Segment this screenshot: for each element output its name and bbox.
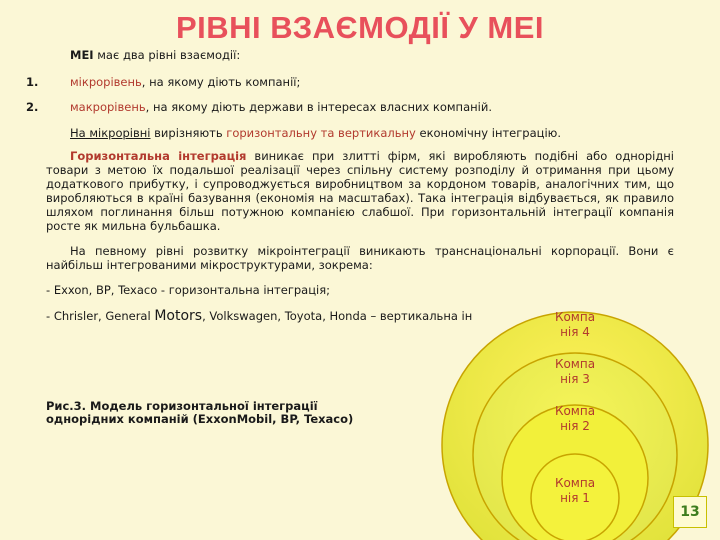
label-company-3: Компа нія 3 <box>554 357 596 386</box>
intro-abbr: МЕІ <box>70 48 94 62</box>
micro-level-term: На мікрорівні <box>70 126 151 140</box>
example-vertical-pre: Chrisler, General <box>53 309 155 323</box>
example-vertical-post: , Volkswagen, Toyota, Honda – вертикальна ін <box>202 309 473 323</box>
example-vertical-dash: - <box>46 309 51 323</box>
micro-level-end: економічну інтеграцію. <box>415 126 561 140</box>
example-vertical-motors: Motors <box>154 308 203 324</box>
horizontal-integration-term: Горизонтальна інтеграція <box>70 149 247 163</box>
tnc-paragraph: На певному рівні розвитку мікроінтеграції виникають транснаціональні корпорації. Вони є найбільш інтегрованими мікроструктурами, зокрема: <box>46 244 674 272</box>
level-1-rest: , на якому діють компанії; <box>141 75 301 89</box>
example-horizontal-dash: - <box>46 283 51 297</box>
level-1-number: 1. <box>26 75 39 89</box>
slide-title: РІВНІ ВЗАЄМОДІЇ У МЕІ <box>175 10 545 45</box>
level-2-number: 2. <box>26 100 39 114</box>
level-1-term: мікрорівень <box>70 75 142 89</box>
horizontal-integration-text: виникає при злитті фірм, які виробляють подібні або однорідні товари з метою їх подальшої реалізації через спільну систему розподілу й отримання при цьому додаткового прибутку, і супроводжується виробництвом за кордоном товарів, аналогічних тим, що виробляються в країні базування (економія на масштабах). Така інтеграція відбувається, як правило шляхом поглинання більш потужною компанією слабшої. При горизонтальній інтеграції компанія росте як мильна бульбашка. <box>46 149 674 233</box>
level-2-rest: , на якому діють держави в інтересах власних компаній. <box>145 100 492 114</box>
label-company-1: Компа нія 1 <box>554 476 596 505</box>
label-company-2: Компа нія 2 <box>554 404 596 433</box>
micro-level-types: горизонтальну та вертикальну <box>226 126 416 140</box>
level-2-term: макрорівень <box>70 100 146 114</box>
figure-caption: Рис.3. Модель горизонтальної інтеграції однорідних компаній (ExxonMobil, BP, Texaco) <box>46 399 354 426</box>
intro-text: має два рівні взаємодії: <box>93 48 241 62</box>
example-horizontal-text: Exxon, BP, Texaco - горизонтальна інтеграція; <box>53 283 331 297</box>
page-number: 13 <box>673 496 707 528</box>
micro-level-verb: вирізняють <box>150 126 227 140</box>
label-company-4: Компа нія 4 <box>554 310 596 339</box>
